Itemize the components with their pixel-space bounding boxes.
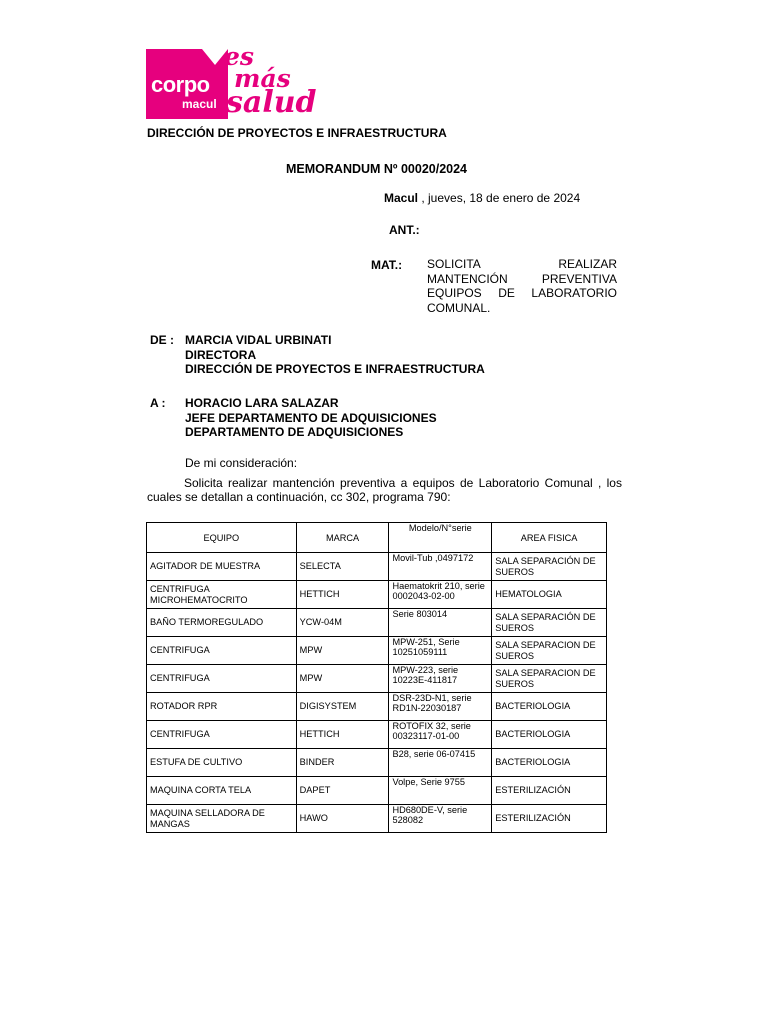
col-header-area: AREA FISICA [492,523,607,553]
mat-word: COMUNAL. [427,300,491,315]
logo-sub: macul [182,97,217,111]
cell-area: BACTERIOLOGIA [492,721,607,749]
col-header-marca: MARCA [296,523,389,553]
cell-marca: YCW-04M [296,609,389,637]
mat-line [427,301,617,316]
intro-word: Comunal [544,476,593,490]
to-name: HORACIO LARA SALAZAR [185,396,339,410]
cell-serie: B28, serie 06-07415 [389,749,492,777]
cell-marca: MPW [296,665,389,693]
to-block [150,396,437,439]
cell-equipo: MAQUINA CORTA TELA [147,777,297,805]
cell-area: SALA SEPARACIÓN DE SUEROS [492,553,607,581]
intro-word: los [606,476,622,490]
mat-word: SOLICITA [427,257,481,271]
cell-area: HEMATOLOGIA [492,581,607,609]
intro-word: a [400,476,408,490]
cell-equipo: CENTRIFUGA [147,665,297,693]
table-row [147,581,607,609]
table-row [147,777,607,805]
cell-marca: HETTICH [296,581,389,609]
cell-marca: HETTICH [296,721,389,749]
cell-area: BACTERIOLOGIA [492,693,607,721]
department-heading: DIRECCIÓN DE PROYECTOS E INFRAESTRUCTURA [147,126,447,140]
cell-marca: DIGISYSTEM [296,693,389,721]
cell-equipo: CENTRIFUGA [147,721,297,749]
table-row [147,665,607,693]
intro-word: realizar [227,476,268,490]
logo-tagline-1: es [224,42,254,71]
from-title: DIRECTORA [185,347,257,362]
cell-marca: MPW [296,637,389,665]
cell-marca: HAWO [296,805,389,833]
memo-date-text: , jueves, 18 de enero de 2024 [418,191,581,205]
corpo-macul-logo [146,42,317,122]
cell-area: ESTERILIZACIÓN [492,805,607,833]
table-row [147,553,607,581]
table-row [147,637,607,665]
table-row [147,693,607,721]
memo-date [384,191,580,205]
intro-word: de [459,476,474,490]
memo-place: Macul [384,191,419,205]
col-header-modelo: Modelo/N°serie [389,523,492,553]
logo-brand: corpo [151,72,210,97]
cell-serie: Movil-Tub ,0497172 [389,553,492,581]
memo-title: MEMORANDUM Nº 00020/2024 [286,162,468,176]
intro-paragraph [147,477,622,504]
intro-word: mantención [272,476,335,490]
intro-word: equipos [412,476,455,490]
cell-serie: MPW-223, serie 10223E-411817 [389,665,492,693]
from-block [150,333,485,376]
table-header-row [147,523,607,553]
mat-subject [427,257,617,315]
ant-label: ANT.: [389,223,420,237]
mat-word: DE [498,286,515,300]
cell-marca: SELECTA [296,553,389,581]
mat-line [427,286,617,301]
cell-equipo: AGITADOR DE MUESTRA [147,553,297,581]
from-label: DE : [150,333,174,347]
col-header-equipo: EQUIPO [147,523,297,553]
mat-line [427,257,617,272]
mat-word: EQUIPOS [427,286,482,300]
to-label: A : [150,396,166,410]
greeting: De mi consideración: [185,456,298,470]
table-body [147,553,607,833]
cell-area: ESTERILIZACIÓN [492,777,607,805]
intro-line-2: cuales se detallan a continuación, cc 302, programa 790: [147,489,451,504]
equipment-table [146,522,607,833]
mat-word: PREVENTIVA [541,271,617,286]
cell-marca: DAPET [296,777,389,805]
cell-marca: BINDER [296,749,389,777]
cell-serie: MPW-251, Serie 10251059111 [389,637,492,665]
cell-area: SALA SEPARACIÓN DE SUEROS [492,609,607,637]
cell-equipo: CENTRIFUGA [147,637,297,665]
cell-equipo: ESTUFA DE CULTIVO [147,749,297,777]
cell-serie: DSR-23D-N1, serie RD1N-22030187 [389,693,492,721]
to-unit: DEPARTAMENTO DE ADQUISICIONES [185,425,404,439]
mat-word: MANTENCIÓN [427,271,508,286]
mat-label: MAT.: [371,258,403,272]
mat-word: LABORATORIO [531,286,617,300]
to-title: JEFE DEPARTAMENTO DE ADQUISICIONES [185,410,437,425]
mat-line [427,272,617,287]
table-row [147,749,607,777]
cell-serie: HD680DE-V, serie 528082 [389,805,492,833]
cell-equipo: CENTRIFUGA MICROHEMATOCRITO [147,581,297,609]
logo-tagline-3: salud [226,85,317,120]
cell-equipo: ROTADOR RPR [147,693,297,721]
intro-word: preventiva [339,476,396,490]
intro-word: Solicita [184,476,223,490]
cell-serie: Haematokrit 210, serie 0002043-02-00 [389,581,492,609]
cell-equipo: BAÑO TERMOREGULADO [147,609,297,637]
table-row [147,609,607,637]
cell-serie: Volpe, Serie 9755 [389,777,492,805]
mat-word: REALIZAR [558,257,617,271]
intro-word: Laboratorio [478,476,540,490]
logo-tagline-2: más [234,64,291,93]
table-row [147,805,607,833]
intro-word: , [597,476,602,490]
cell-area: SALA SEPARACION DE SUEROS [492,665,607,693]
from-unit: DIRECCIÓN DE PROYECTOS E INFRAESTRUCTURA [185,362,485,376]
table-row [147,721,607,749]
cell-area: BACTERIOLOGIA [492,749,607,777]
cell-serie: ROTOFIX 32, serie 00323117-01-00 [389,721,492,749]
cell-area: SALA SEPARACION DE SUEROS [492,637,607,665]
intro-line-1 [147,477,622,491]
cell-serie: Serie 803014 [389,609,492,637]
cell-equipo: MAQUINA SELLADORA DE MANGAS [147,805,297,833]
from-name: MARCIA VIDAL URBINATI [185,333,332,347]
